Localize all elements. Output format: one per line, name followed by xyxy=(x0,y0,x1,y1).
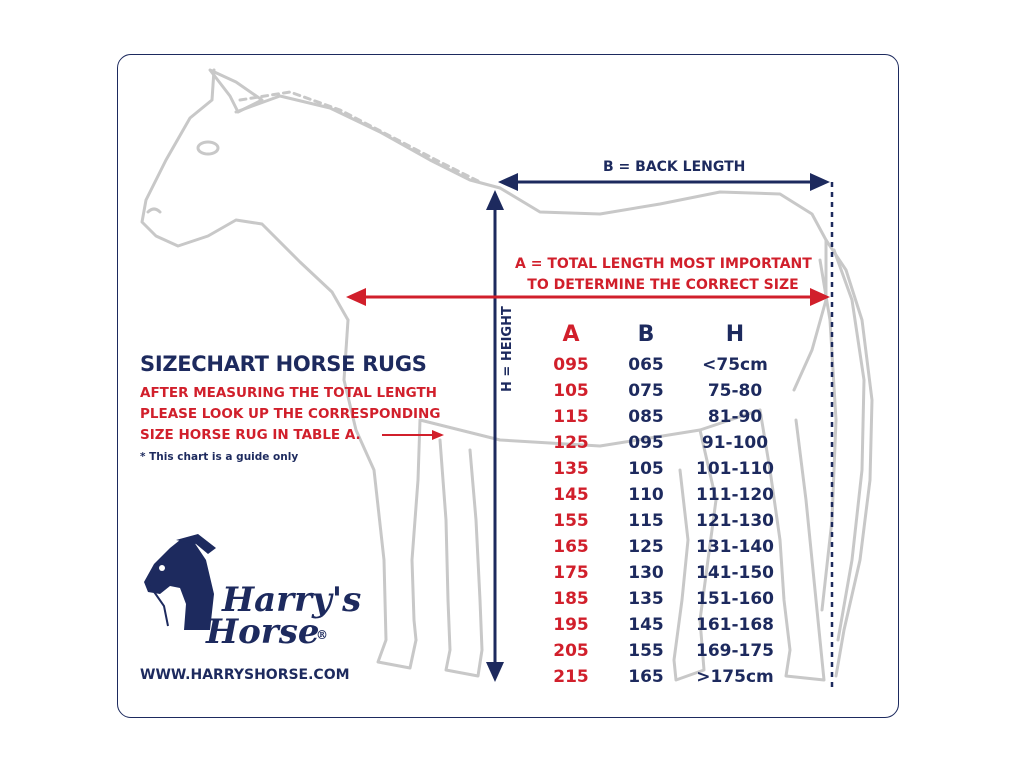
cell-b: 155 xyxy=(628,641,664,661)
logo-text-line1: Harry's xyxy=(222,580,362,620)
cell-a: 205 xyxy=(553,641,589,661)
cell-h: 161-168 xyxy=(695,615,775,635)
table-header-h: H xyxy=(725,322,745,347)
cell-h: 131-140 xyxy=(695,537,775,557)
instruction-line: SIZE HORSE RUG IN TABLE A. xyxy=(140,427,361,443)
cell-h: 121-130 xyxy=(695,511,775,531)
cell-h: 91-100 xyxy=(701,433,769,453)
instructions xyxy=(140,383,440,446)
cell-b: 135 xyxy=(628,589,664,609)
cell-a: 175 xyxy=(553,563,589,583)
cell-a: 195 xyxy=(553,615,589,635)
logo-text-line2: Horse xyxy=(206,612,320,652)
total-length-label xyxy=(515,254,811,296)
cell-a: 155 xyxy=(553,511,589,531)
page-title: SIZECHART HORSE RUGS xyxy=(140,352,427,376)
cell-b: 125 xyxy=(628,537,664,557)
cell-h: 111-120 xyxy=(695,485,775,505)
cell-a: 185 xyxy=(553,589,589,609)
table-header-b: B xyxy=(637,322,655,347)
cell-a: 095 xyxy=(553,355,589,375)
cell-b: 130 xyxy=(628,563,664,583)
cell-a: 215 xyxy=(553,667,589,687)
cell-h: 141-150 xyxy=(695,563,775,583)
logo-registered-mark: ® xyxy=(316,628,328,642)
disclaimer: * This chart is a guide only xyxy=(140,451,299,463)
cell-h: <75cm xyxy=(702,355,768,375)
cell-b: 165 xyxy=(628,667,664,687)
cell-h: 81-90 xyxy=(707,407,763,427)
cell-a: 105 xyxy=(553,381,589,401)
cell-b: 095 xyxy=(628,433,664,453)
height-label: H = HEIGHT xyxy=(500,306,515,392)
cell-h: 169-175 xyxy=(695,641,775,661)
instruction-line: AFTER MEASURING THE TOTAL LENGTH xyxy=(140,385,437,401)
cell-h: 101-110 xyxy=(695,459,775,479)
cell-b: 085 xyxy=(628,407,664,427)
cell-a: 115 xyxy=(553,407,589,427)
table-header-a: A xyxy=(562,322,580,347)
cell-a: 125 xyxy=(553,433,589,453)
cell-h: >175cm xyxy=(696,667,774,687)
cell-b: 110 xyxy=(628,485,664,505)
instruction-line: PLEASE LOOK UP THE CORRESPONDING xyxy=(140,406,441,422)
total-length-label-line2: TO DETERMINE THE CORRECT SIZE xyxy=(527,277,799,293)
website-link[interactable]: WWW.HARRYSHORSE.COM xyxy=(140,667,350,683)
cell-b: 065 xyxy=(628,355,664,375)
cell-b: 105 xyxy=(628,459,664,479)
cell-h: 151-160 xyxy=(695,589,775,609)
cell-a: 145 xyxy=(553,485,589,505)
cell-b: 145 xyxy=(628,615,664,635)
cell-a: 165 xyxy=(553,537,589,557)
cell-h: 75-80 xyxy=(707,381,763,401)
cell-a: 135 xyxy=(553,459,589,479)
back-length-label: B = BACK LENGTH xyxy=(603,159,746,175)
cell-b: 075 xyxy=(628,381,664,401)
total-length-label-line1: A = TOTAL LENGTH MOST IMPORTANT xyxy=(515,256,812,272)
cell-b: 115 xyxy=(628,511,664,531)
